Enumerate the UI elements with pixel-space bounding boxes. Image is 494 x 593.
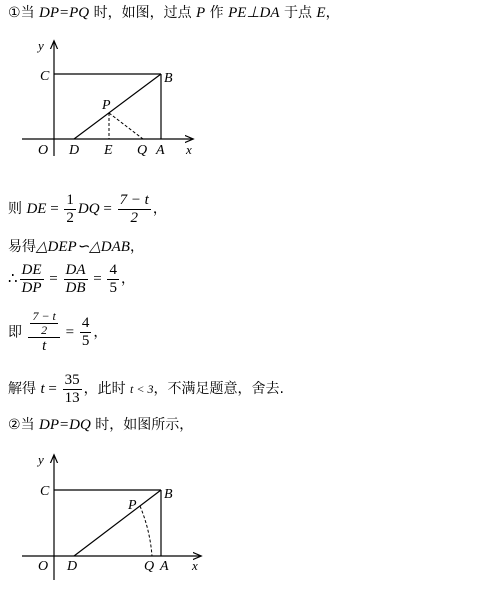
figure-2 <box>0 450 220 590</box>
equation-1: 则 DE = $\frac{1}{2}$ DQ = $\frac{7 - t}{2}$ ， <box>8 192 167 226</box>
label-d: D <box>67 559 78 574</box>
segment-pq <box>140 506 152 556</box>
segment-db <box>74 74 161 139</box>
label-q: Q <box>144 559 155 574</box>
label-c: C <box>40 484 50 499</box>
label-d: D <box>69 143 80 158</box>
label-a: A <box>160 559 169 574</box>
case2-header: ②当 DP=DQ 时，如图所示， <box>8 417 194 433</box>
case1-marker: ① <box>8 5 21 21</box>
equation-2: 易得△DEP∽△DAB， <box>8 239 144 255</box>
fraction-7-minus-t-over-2: $\frac{7 - t}{2}$ <box>119 192 149 226</box>
label-x: x <box>192 558 198 573</box>
case1-header: ①当 DP=PQ 时，如图，过点 P 作 PE⊥DA 于点 E， <box>8 5 340 21</box>
segment-pq <box>109 113 143 139</box>
label-o: O <box>38 559 49 574</box>
label-b: B <box>164 487 173 502</box>
equation-3: ∴ $\frac{DE}{DP}$ = $\frac{DA}{DB}$ = $\frac{4}{5}$ ， <box>8 262 135 296</box>
label-c: C <box>40 69 50 84</box>
segment-db <box>74 490 161 556</box>
label-o: O <box>38 143 49 158</box>
equation-5: 解得 t = $\frac{35}{13}$ ，此时 t < 3，不满足题意，舍去. <box>8 372 284 406</box>
label-e: E <box>104 143 113 158</box>
fraction-half: $\frac{1}{2}$ <box>66 192 74 226</box>
label-a: A <box>156 143 165 158</box>
case1-condition: DP=PQ <box>39 5 90 21</box>
case2-marker: ② <box>8 417 21 433</box>
label-y: y <box>38 452 44 467</box>
label-y: y <box>38 38 44 53</box>
label-q: Q <box>137 143 148 158</box>
label-p: P <box>102 98 111 113</box>
label-b: B <box>164 71 173 86</box>
similar-triangles: △DEP∽△DAB <box>36 239 130 255</box>
figure-1 <box>0 30 220 160</box>
equation-4: 即 $\frac{\frac{7 - t}{2}}{t}$ = $\frac{4}{5}$ ， <box>8 309 108 355</box>
label-p: P <box>128 498 137 513</box>
complex-fraction: $\frac{\frac{7 - t}{2}}{t}$ <box>28 310 59 355</box>
case2-condition: DP=DQ <box>39 417 91 433</box>
label-x: x <box>186 142 192 157</box>
